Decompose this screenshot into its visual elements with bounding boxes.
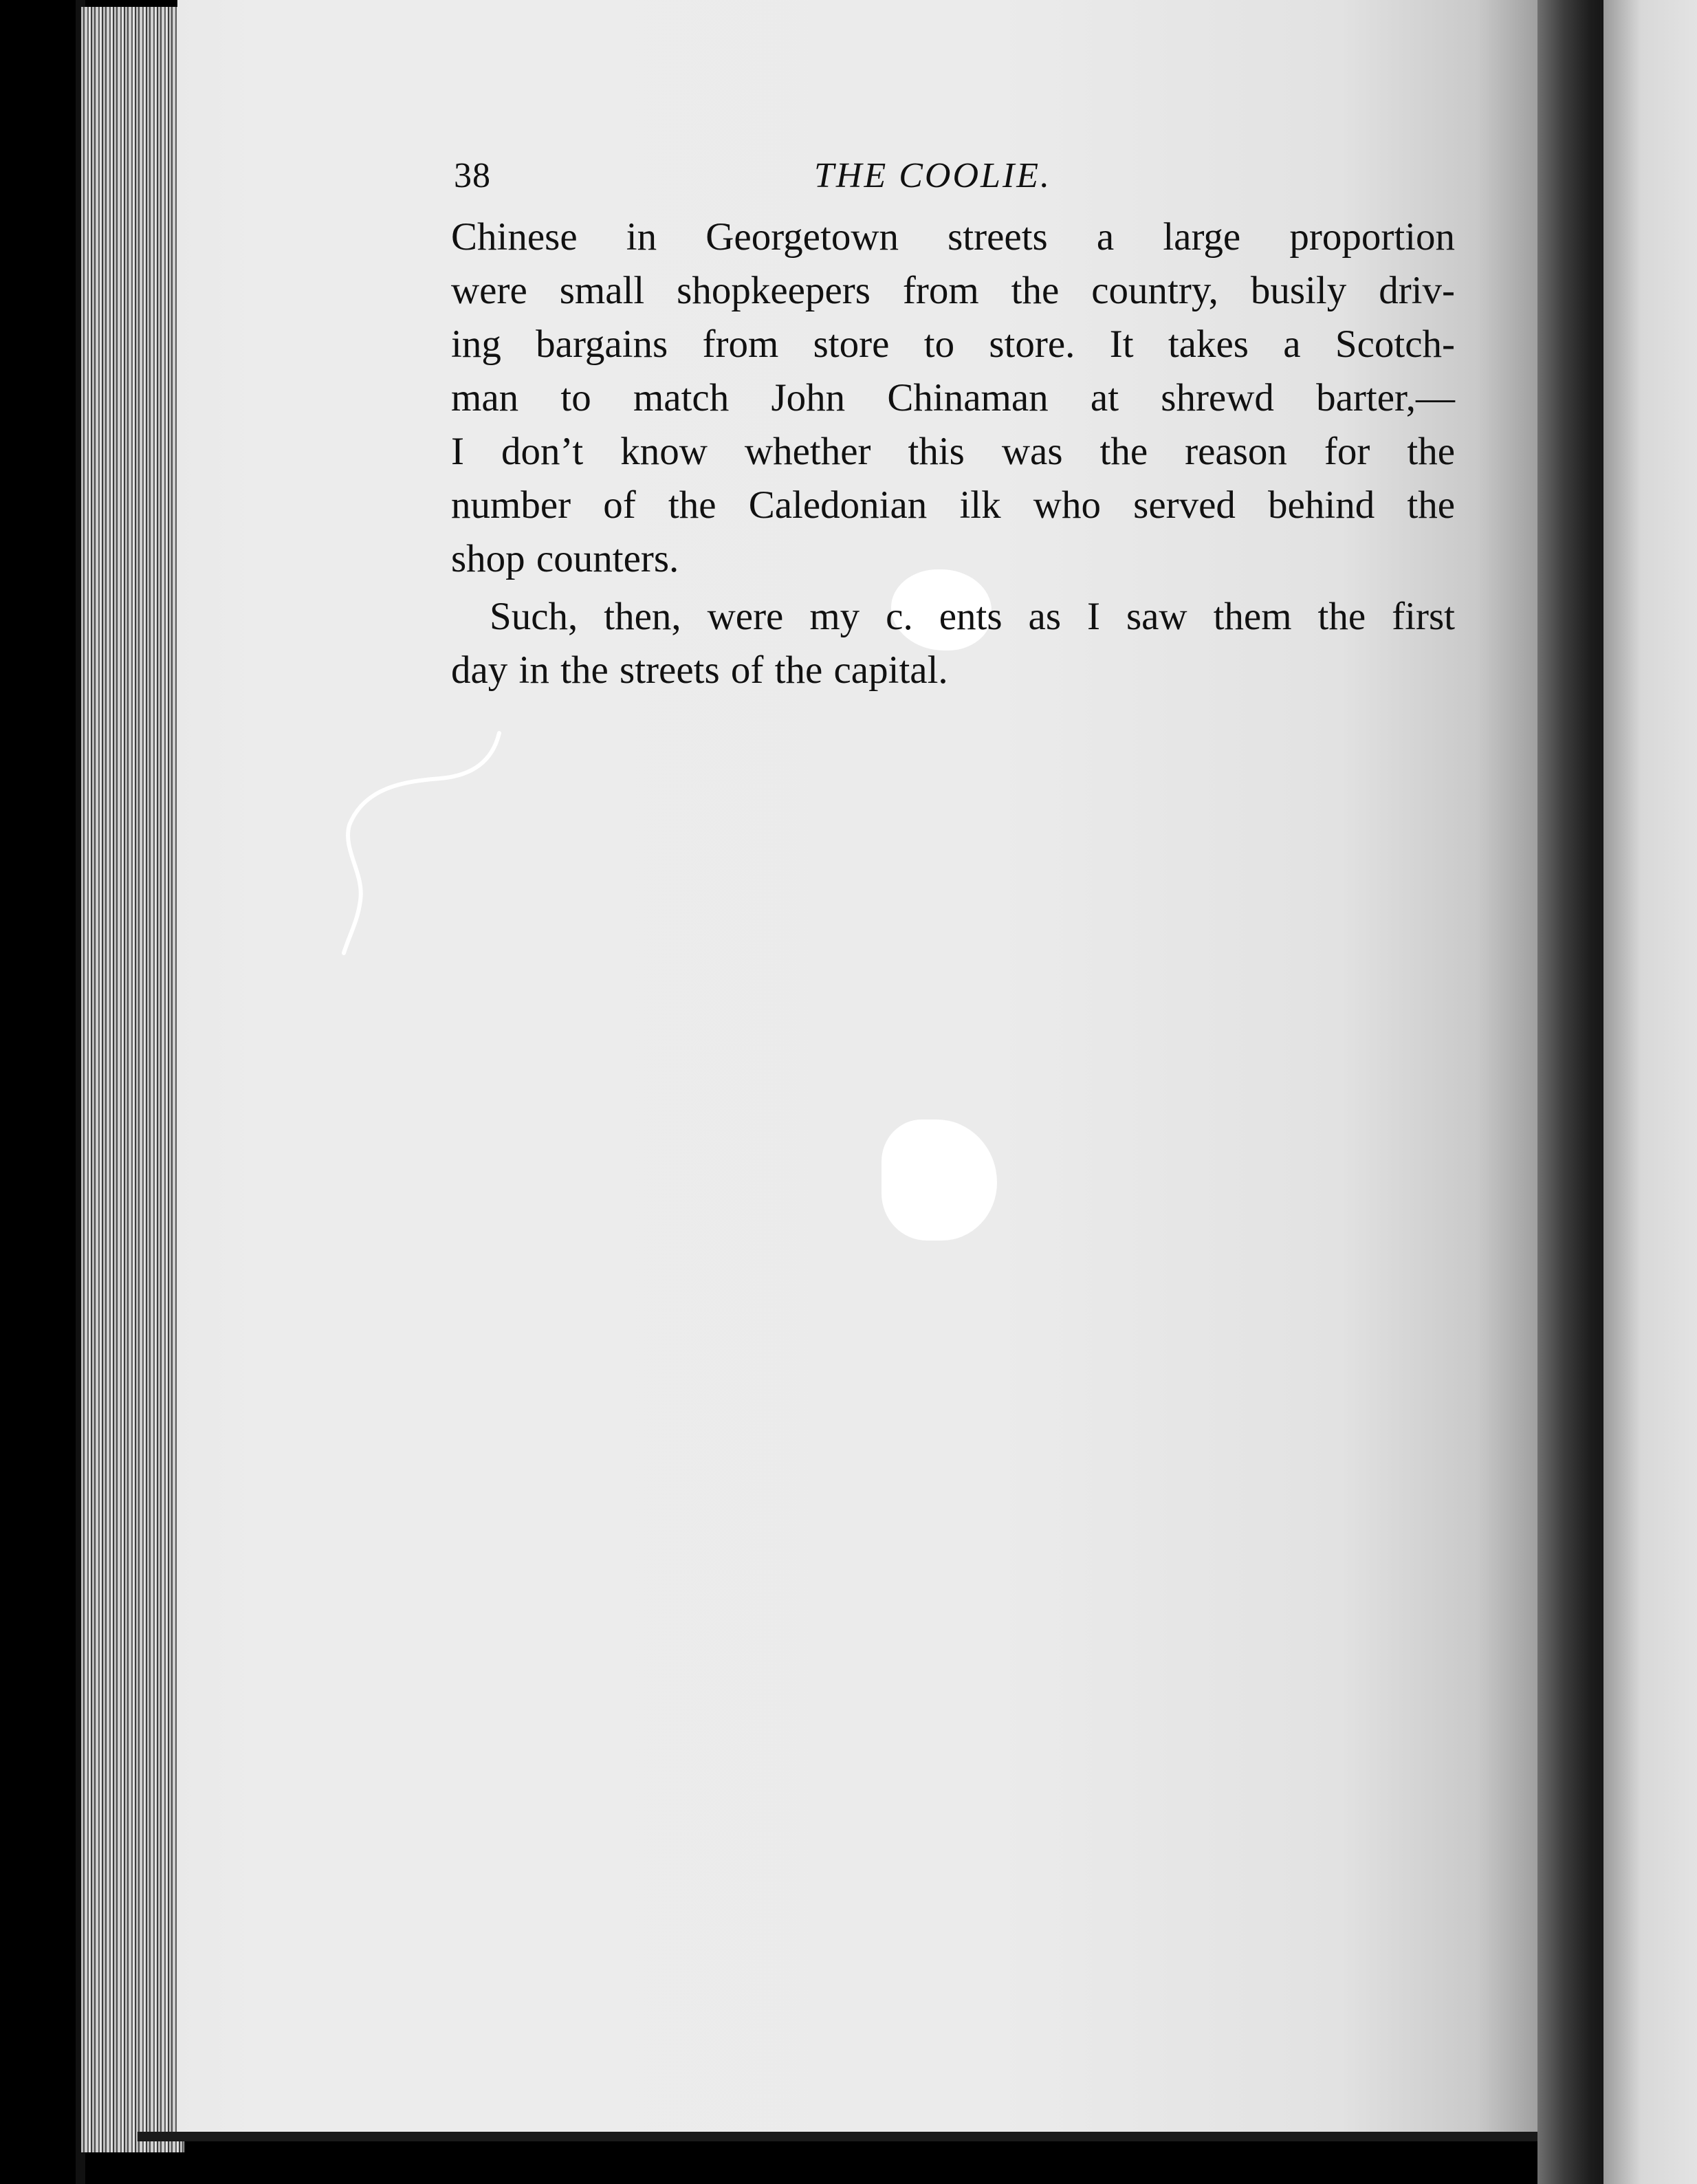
text-line: Such, then, were my c. ents as I saw them the first [490, 595, 1455, 638]
text-line: I don’t know whether this was the reason for the [451, 430, 1455, 473]
page-bottom-edge [138, 2132, 1547, 2141]
binding-gutter-shadow [1537, 0, 1613, 2184]
text-line: Chinese in Georgetown streets a large proportion [451, 215, 1455, 259]
text-line: ing bargains from store to store. It takes a Scotch- [451, 323, 1455, 366]
text-block [451, 155, 1455, 697]
text-line: shop counters. [451, 537, 679, 580]
running-head [451, 155, 1455, 210]
paragraph [451, 590, 1455, 697]
running-title: THE COOLIE. [814, 156, 1052, 195]
text-line: number of the Caledonian ilk who served behind the [451, 483, 1455, 527]
text-line: day in the streets of the capital. [451, 648, 948, 692]
scan-scratch-mark [337, 729, 516, 956]
text-line: man to match John Chinaman at shrewd barter,— [451, 376, 1455, 419]
book-page-edges [81, 7, 184, 2152]
adjacent-page-sliver [1603, 0, 1697, 2184]
text-line: were small shopkeepers from the country, busily driv- [451, 269, 1455, 312]
paragraph [451, 210, 1455, 586]
page-number: 38 [454, 156, 491, 195]
